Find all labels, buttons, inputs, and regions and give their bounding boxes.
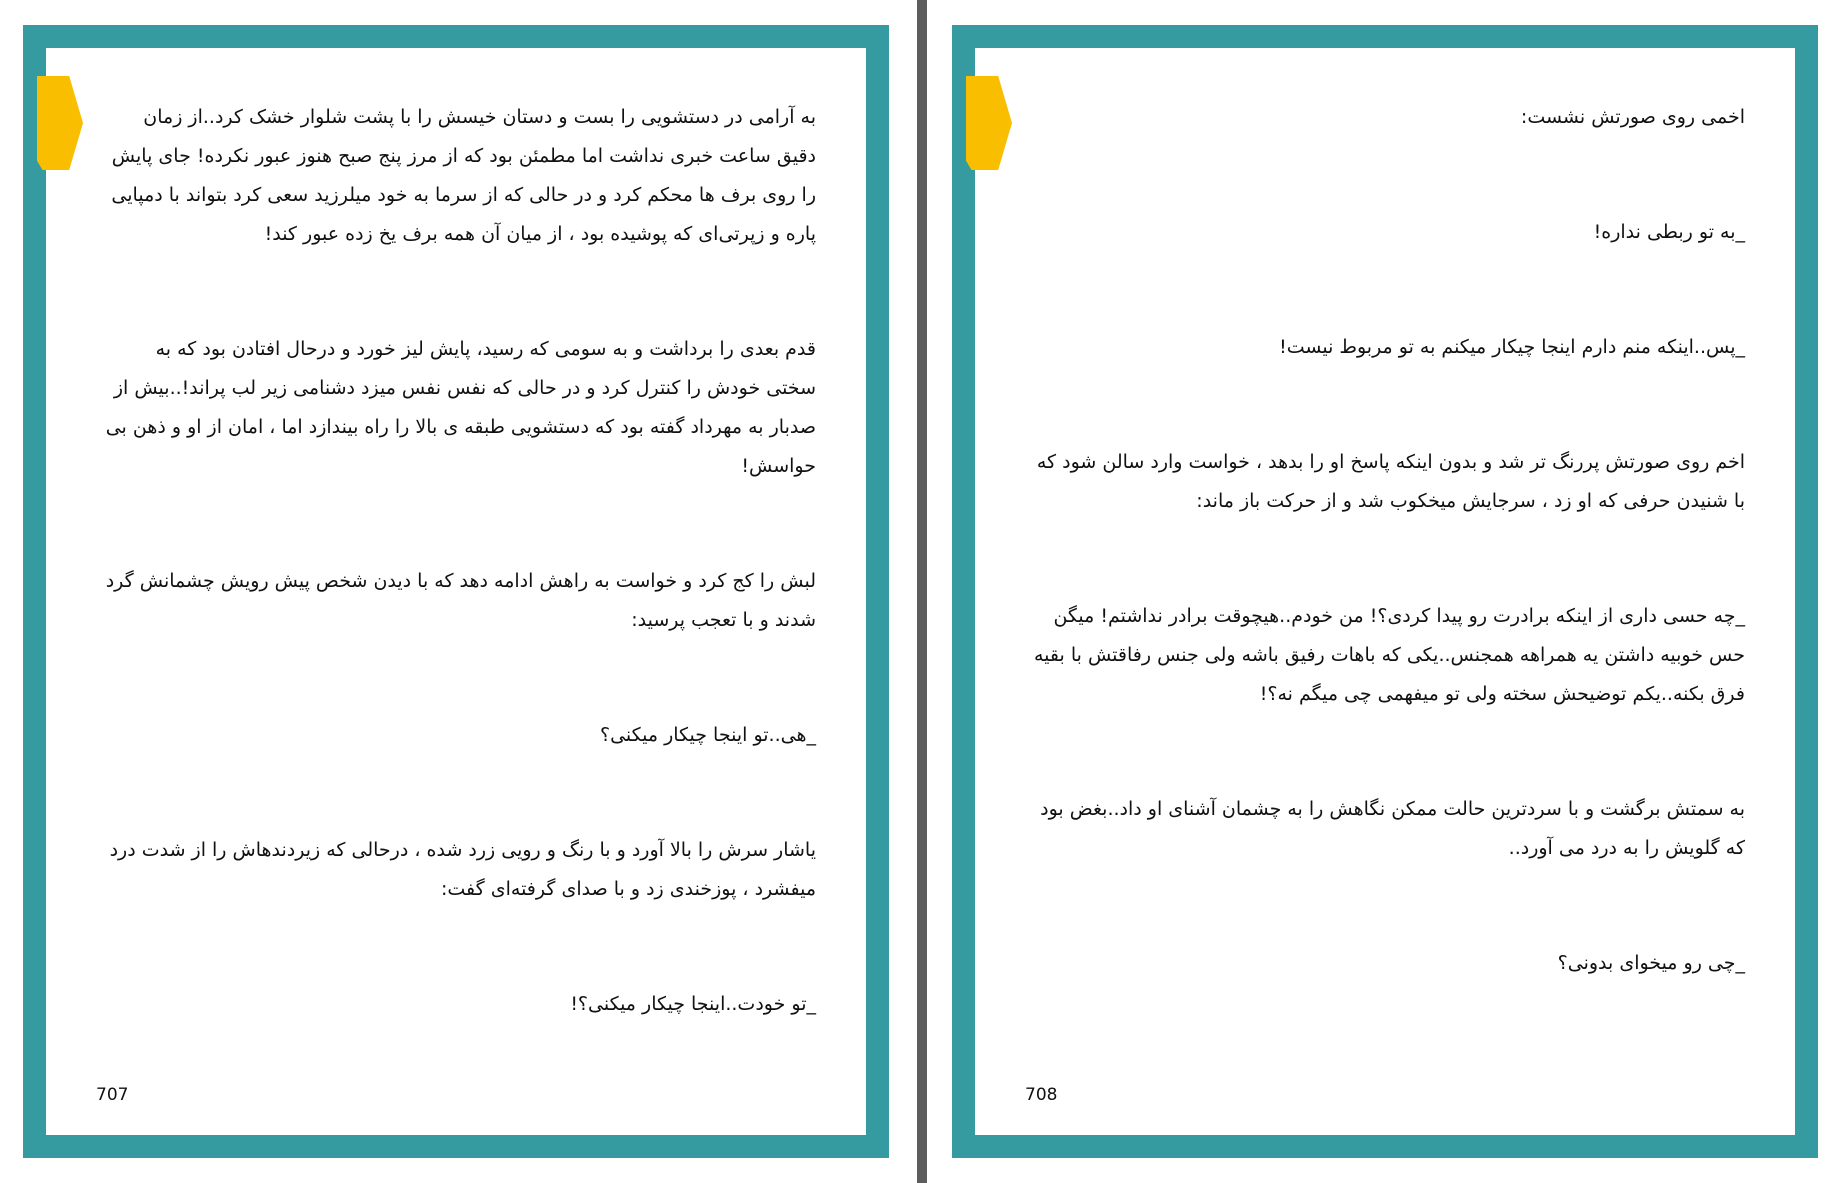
paragraph: به آرامی در دستشویی را بست و دستان خیسش را با پشت شلوار خشک کرد..از زمان دقیق ساعت خبری نداشت اما مطمئن بود که از مرز پنج صبح هنوز عبور نکرده! جای پایش را روی برف ها محکم کرد و در حالی که از سرما به خود میلرزید سعی کرد بتواند با دمپایی پاره و زپرتی‌ای که پوشیده بود ، از میان آن همه برف یخ زده عبور کند! xyxy=(111,106,816,245)
paragraph: _به تو ربطی نداره! xyxy=(1593,221,1745,243)
paragraph: قدم بعدی را برداشت و به سومی که رسید، پایش لیز خورد و درحال افتادن بود که به سختی خودش را کنترل کرد و در حالی که نفس نفس میزد دشنامی زیر لب پراند!..بیش از صدبار به مهرداد گفته بود که دستشویی طبقه ی بالا را راه بیندازد اما ، امان از او و ذهن بی حواسش! xyxy=(105,338,816,477)
paragraph: _هی..تو اینجا چیکار میکنی؟ xyxy=(599,724,816,746)
left-page xyxy=(23,25,889,1158)
page-number: 708 xyxy=(1025,1085,1058,1105)
left-page-body xyxy=(46,48,866,1135)
paragraph: به سمتش برگشت و با سردترین حالت ممکن نگاهش را به چشمان آشنای او داد..بغض بود که گلویش را به درد می آورد.. xyxy=(1040,798,1745,859)
paragraph: _تو خودت..اینجا چیکار میکنی؟! xyxy=(570,993,816,1015)
paragraph: _چه حسی داری از اینکه برادرت رو پیدا کردی؟! من خودم..هیچوقت برادر نداشتم! میگن حس خوبیه داشتن یه همراهه همجنس..یکی که باهات رفیق باشه ولی جنس رفاقتش با بقیه فرق بکنه..یکم توضیحش سخته ولی تو میفهمی چی میگم نه؟! xyxy=(1033,605,1745,705)
paragraph: _چی رو میخوای بدونی؟ xyxy=(1557,952,1745,974)
paragraph: اخمی روی صورتش نشست: xyxy=(1520,106,1745,128)
paragraph: لبش را کج کرد و خواست به راهش ادامه دهد که با دیدن شخص پیش رویش چشمانش گرد شدند و با تعجب پرسید: xyxy=(105,570,816,631)
paragraph: _پس..اینکه منم دارم اینجا چیکار میکنم به تو مربوط نیست! xyxy=(1279,336,1745,358)
right-page-text xyxy=(1033,98,1745,1059)
right-page-body xyxy=(975,48,1795,1135)
right-page xyxy=(952,25,1818,1158)
paragraph: اخم روی صورتش پررنگ تر شد و بدون اینکه پاسخ او را بدهد ، خواست وارد سالن شود که با شنیدن حرفی که او زد ، سرجایش میخکوب شد و از حرکت باز ماند: xyxy=(1036,451,1745,512)
spread-divider xyxy=(917,0,927,1183)
paragraph: یاشار سرش را بالا آورد و با رنگ و رویی زرد شده ، درحالی که زیردندهاش را از شدت درد میفشرد ، پوزخندی زد و با صدای گرفته‌ای گفت: xyxy=(109,839,816,900)
page-number: 707 xyxy=(96,1085,129,1105)
left-page-text xyxy=(104,98,816,1100)
